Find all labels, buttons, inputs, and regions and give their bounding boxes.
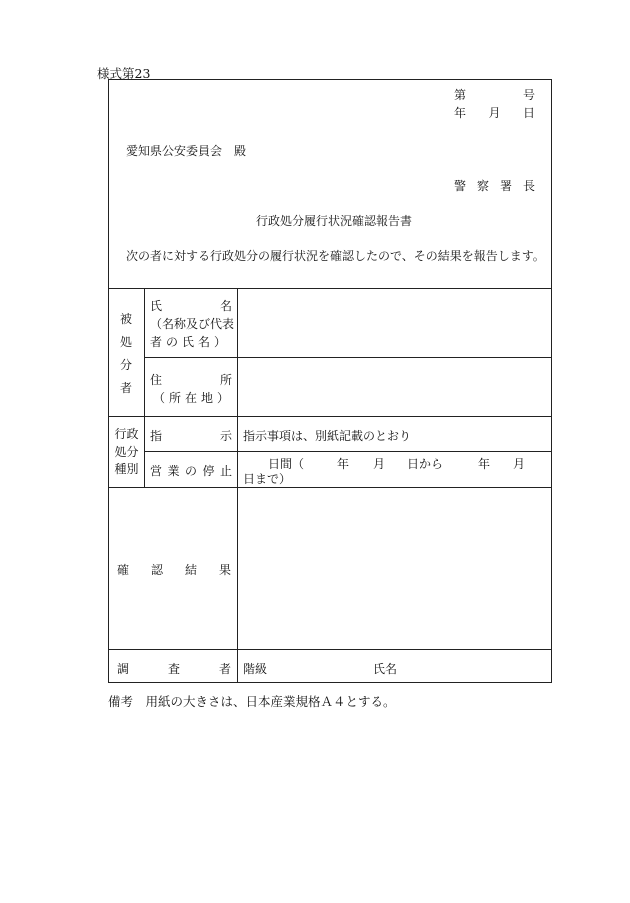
addressee: 愛知県公安委員会 殿: [126, 144, 247, 158]
rule-name-address-divider: [144, 357, 552, 358]
rule-instruction-divider: [144, 451, 552, 452]
sender-char: 署: [499, 179, 512, 193]
group-line: 処分: [114, 444, 139, 459]
rule-subject-bottom: [108, 416, 552, 417]
suspension-label: [150, 462, 232, 479]
name-label-line1: [150, 297, 232, 314]
rule-top-section-bottom: [108, 288, 552, 289]
form-number: 様式第23: [97, 66, 151, 81]
rule-result-bottom: [108, 649, 552, 650]
label-char: 確: [117, 563, 130, 577]
address-label-line1: [150, 371, 232, 388]
document-title: 行政処分履行状況確認報告書: [256, 214, 413, 228]
label-char: 所: [219, 373, 232, 387]
label-char: 認: [150, 563, 163, 577]
label-char: 氏: [150, 299, 163, 313]
suspension-end-month-label: 月: [513, 457, 526, 471]
label-char: 果: [218, 563, 231, 577]
group-char: 者: [119, 381, 132, 395]
label-char: の: [184, 464, 197, 478]
report-date: [454, 104, 535, 121]
report-number-suffix: 号: [522, 88, 535, 102]
report-statement: 次の者に対する行政処分の履行状況を確認したので、その結果を報告します。: [126, 249, 545, 263]
suspension-start-day-label: 日から: [407, 457, 444, 471]
instruction-label: [150, 427, 232, 444]
date-day-label: 日: [522, 106, 535, 120]
suspension-end-day-label: 日まで）: [243, 472, 292, 486]
investigator-label: [117, 660, 231, 677]
group-line: 種別: [114, 462, 139, 476]
label-char: の: [165, 335, 178, 349]
rule-disposition-bottom: [108, 487, 552, 488]
name-label-line3: [150, 333, 226, 350]
group-line: 行政: [114, 427, 139, 441]
rule-value-column: [237, 288, 238, 683]
label-char: 名: [197, 335, 210, 349]
label-char: 者: [218, 662, 231, 676]
report-number-prefix: 第: [454, 88, 467, 102]
label-char: 所: [168, 391, 181, 405]
label-char: ）: [213, 335, 226, 349]
label-char: 示: [219, 429, 232, 443]
label-char: 業: [167, 464, 180, 478]
disposition-group-label: [110, 425, 143, 477]
label-char: 査: [167, 662, 180, 676]
date-year-label: 年: [454, 106, 467, 120]
date-month-label: 月: [488, 106, 501, 120]
label-char: 結: [184, 563, 197, 577]
footer-note: 備考 用紙の大きさは、日本産業規格Ａ４とする。: [108, 694, 396, 709]
group-char: 被: [119, 312, 132, 326]
name-label-line2: （名称及び代表: [150, 317, 235, 331]
label-char: 住: [150, 373, 163, 387]
result-label: [117, 561, 231, 578]
group-char: 分: [119, 358, 132, 372]
suspension-days-label: 日間（: [268, 457, 305, 471]
label-char: （: [153, 391, 166, 405]
label-char: ）: [216, 391, 229, 405]
label-char: 止: [219, 464, 232, 478]
suspension-end-year-label: 年: [478, 457, 491, 471]
sender-char: 長: [522, 179, 535, 193]
label-char: 停: [202, 464, 215, 478]
label-char: 氏: [181, 335, 194, 349]
label-char: 営: [150, 464, 163, 478]
sender-char: 警: [454, 179, 467, 193]
label-char: 在: [184, 391, 197, 405]
rank-label: 階級: [243, 662, 268, 676]
label-char: 者: [150, 335, 163, 349]
suspension-start-year-label: 年: [337, 457, 350, 471]
label-char: 地: [200, 391, 213, 405]
address-label-line2: [153, 389, 229, 406]
rule-group-column: [144, 288, 145, 487]
report-number: [454, 86, 535, 103]
subject-group-label: [114, 310, 138, 396]
sender-title: [454, 177, 535, 194]
suspension-start-month-label: 月: [373, 457, 386, 471]
label-char: 調: [117, 662, 130, 676]
label-char: 名: [219, 299, 232, 313]
instruction-value: 指示事項は、別紙記載のとおり: [243, 429, 412, 443]
label-char: 指: [150, 429, 163, 443]
investigator-name-label: 氏名: [373, 662, 398, 676]
group-char: 処: [119, 335, 132, 349]
sender-char: 察: [476, 179, 489, 193]
